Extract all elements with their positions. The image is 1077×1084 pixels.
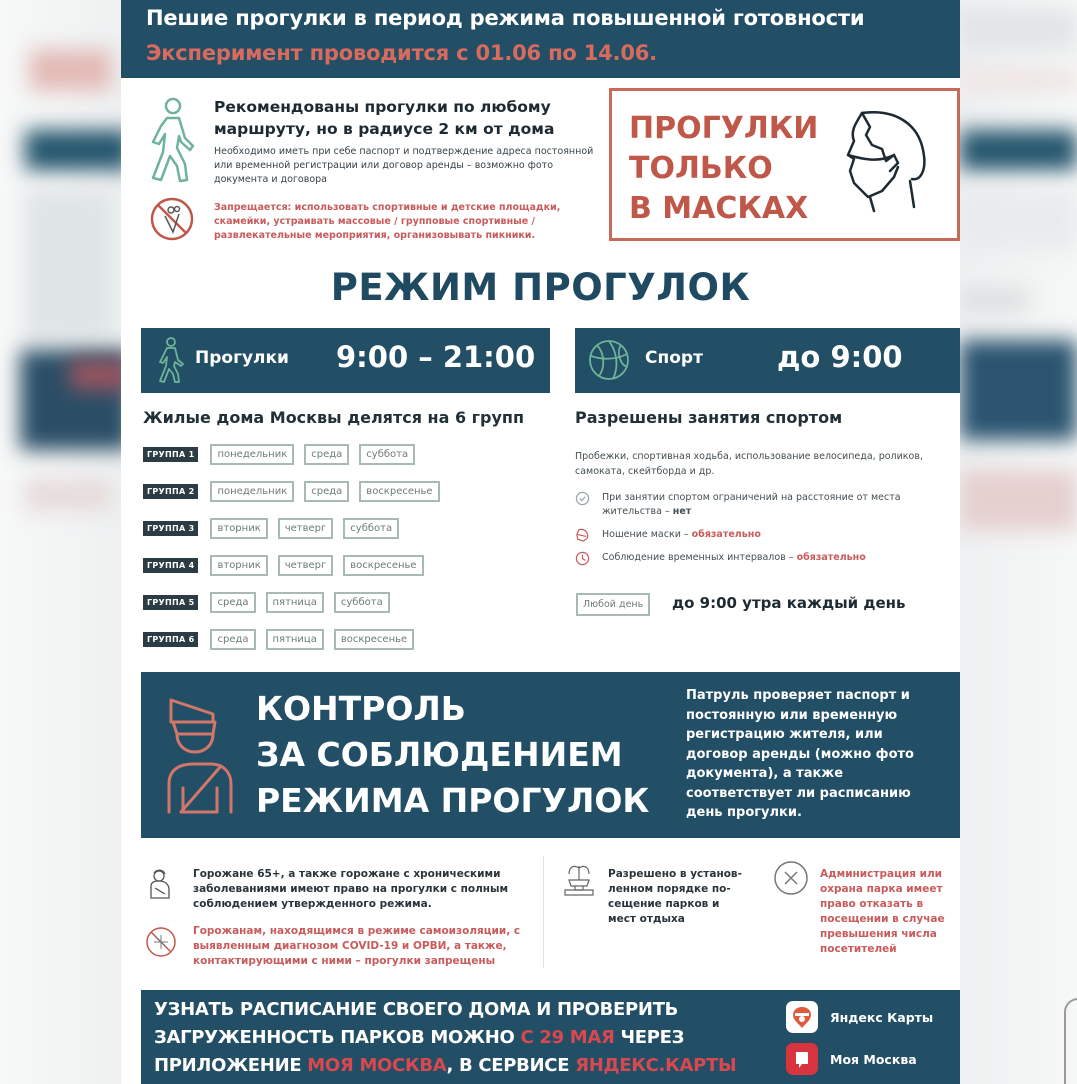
masks-line-3: В МАСКАХ <box>629 191 809 226</box>
masks-notice <box>609 88 960 241</box>
group-badge: ГРУППА 3 <box>143 521 198 536</box>
footer-text-part: ЧЕРЕЗ <box>614 1027 685 1048</box>
footer-date-highlight: С 29 МАЯ <box>520 1027 615 1048</box>
day-chip: вторник <box>210 518 267 539</box>
control-title <box>256 686 649 824</box>
prohibited-text: Запрещается: использовать спортивные и детские площадки, скамейки, устраивать массовые / групповые спортивные / развлекательные мероприятия, организовывать пикники. <box>214 202 561 241</box>
refusal-info: Администрация или охрана парка имеет право отказать в посещении в случае превышения числа посетителей <box>820 868 945 955</box>
day-chip: среда <box>304 444 349 465</box>
sport-rule-emphasis: обязательно <box>691 529 761 540</box>
sport-title: Разрешены занятия спортом <box>575 408 843 427</box>
day-chip: воскресенье <box>334 629 414 650</box>
sport-rule-intervals <box>575 551 955 565</box>
group-row <box>143 552 434 578</box>
recommendation-title: Рекомендованы прогулки по любому маршруту, но в радиусе 2 км от дома <box>214 98 555 138</box>
day-chip: суббота <box>359 444 415 465</box>
group-row <box>143 441 425 467</box>
header-title: Пешие прогулки в период режима повышенной готовности <box>146 6 865 30</box>
check-circle-icon <box>575 491 590 506</box>
sport-rule-emphasis: обязательно <box>796 552 866 563</box>
sport-time: до 9:00 <box>777 340 903 374</box>
sport-rule-text: Соблюдение временных интервалов – <box>602 552 797 563</box>
fountain-icon <box>561 862 597 898</box>
section-divider <box>543 856 544 968</box>
footer-bar <box>141 990 960 1084</box>
control-text: Патруль проверяет паспорт и постоянную или временную регистрацию жителя, или договор аренды (можно фото документа), а также соответствует ли расписанию день прогулки. <box>686 688 914 820</box>
footer-text-part: ПРИЛОЖЕНИЕ <box>154 1055 308 1076</box>
walks-label: Прогулки <box>195 348 289 368</box>
day-chip: пятница <box>266 592 324 613</box>
day-chip: суббота <box>343 518 399 539</box>
app-moya-moskva[interactable] <box>786 1042 917 1076</box>
footer-line-1: УЗНАТЬ РАСПИСАНИЕ СВОЕГО ДОМА И ПРОВЕРИТЬ <box>154 999 679 1020</box>
blurred-background-left <box>0 0 121 1084</box>
group-badge: ГРУППА 2 <box>143 484 198 499</box>
walks-time: 9:00 – 21:00 <box>336 340 536 374</box>
blurred-background-right <box>960 0 1077 1084</box>
mode-title: РЕЖИМ ПРОГУЛОК <box>330 266 751 309</box>
day-chip: вторник <box>210 555 267 576</box>
seniors-info: Горожане 65+, а также горожане с хроническими заболеваниями имеют право на прогулки с полным соблюдением утвержденного режима. <box>193 868 509 910</box>
group-row <box>143 589 400 615</box>
parks-info: Разрешено в установ-ленном порядке по-сещение парков и мест отдыха <box>608 868 742 925</box>
sport-rule-mask <box>575 528 955 542</box>
footer-text-part: , В СЕРВИСЕ <box>446 1055 576 1076</box>
app-yandex-maps[interactable] <box>786 1000 933 1034</box>
screen-corner-frame <box>1064 998 1077 1084</box>
header-bar <box>121 0 960 78</box>
group-row <box>143 626 424 652</box>
sport-time-bar <box>575 328 960 393</box>
control-section <box>141 672 960 838</box>
no-picnic-icon <box>149 196 195 242</box>
sport-label: Спорт <box>645 348 703 368</box>
walker-small-icon <box>155 336 185 384</box>
senior-citizen-icon <box>145 868 177 900</box>
day-chip: понедельник <box>210 481 294 502</box>
day-chip: среда <box>210 629 255 650</box>
groups-title: Жилые дома Москвы делятся на 6 групп <box>143 408 525 427</box>
recommendation-text: Необходимо иметь при себе паспорт и подтверждение адреса постоянной или временной регистрации или договор аренды – возможно фото документа и договора <box>214 146 594 185</box>
moya-moskva-label: Моя Москва <box>830 1051 917 1067</box>
sport-description: Пробежки, спортивная ходьба, использование велосипеда, роликов, самоката, скейтборда и др. <box>575 451 923 477</box>
yandex-maps-label: Яндекс Карты <box>830 1009 934 1025</box>
day-chip: воскресенье <box>359 481 439 502</box>
close-circle-icon <box>773 860 809 896</box>
moya-moskva-app-icon <box>786 1043 818 1075</box>
group-badge: ГРУППА 5 <box>143 595 198 610</box>
footer-text-part: ЗАГРУЖЕННОСТЬ ПАРКОВ МОЖНО <box>154 1027 521 1048</box>
day-chip: среда <box>210 592 255 613</box>
patrol-officer-icon <box>161 692 236 822</box>
group-row <box>143 515 409 541</box>
group-row <box>143 478 450 504</box>
day-chip: понедельник <box>210 444 294 465</box>
header-subtitle: Эксперимент проводится с 01.06 по 14.06. <box>146 41 657 65</box>
group-badge: ГРУППА 4 <box>143 558 198 573</box>
poster <box>121 0 960 1084</box>
day-chip: четверг <box>278 555 334 576</box>
footer-line-2 <box>154 1024 774 1052</box>
sport-rule-distance <box>575 491 955 519</box>
basketball-icon <box>587 338 631 382</box>
sport-rule-emphasis: нет <box>672 506 692 517</box>
masked-face-icon <box>842 111 927 221</box>
day-chip: пятница <box>266 629 324 650</box>
yandex-maps-link[interactable]: ЯНДЕКС.КАРТЫ <box>575 1055 737 1076</box>
group-badge: ГРУППА 1 <box>143 447 198 462</box>
mask-icon <box>575 528 590 543</box>
any-day-text: до 9:00 утра каждый день <box>672 594 906 612</box>
control-title-line-2: ЗА СОБЛЮДЕНИЕМ <box>256 735 623 774</box>
sport-rule-text: Ношение маски – <box>602 529 692 540</box>
day-chip: среда <box>304 481 349 502</box>
group-badge: ГРУППА 6 <box>143 632 198 647</box>
footer-line-3 <box>154 1052 774 1080</box>
control-title-line-1: КОНТРОЛЬ <box>256 689 466 728</box>
any-day-chip: Любой день <box>576 593 650 616</box>
isolation-info: Горожанам, находящимся в режиме самоизоляции, с выявленным диагнозом COVID-19 и ОРВИ, а также, контактирующими с ними – прогулки запрещены <box>193 925 521 967</box>
masks-line-2: ТОЛЬКО <box>629 151 773 186</box>
masks-notice-text <box>629 109 839 229</box>
control-title-line-3: РЕЖИМА ПРОГУЛОК <box>256 781 650 820</box>
clock-icon <box>575 551 590 566</box>
moya-moskva-link[interactable]: МОЯ МОСКВА <box>307 1055 447 1076</box>
masks-line-1: ПРОГУЛКИ <box>629 111 819 146</box>
footer-text <box>154 996 774 1080</box>
day-chip: четверг <box>278 518 334 539</box>
walks-time-bar <box>141 328 550 393</box>
day-chip: воскресенье <box>343 555 423 576</box>
yandex-maps-app-icon <box>786 1001 818 1033</box>
sport-rule-text: При занятии спортом ограничений на расстояние от места жительства – <box>602 492 901 517</box>
day-chip: суббота <box>334 592 390 613</box>
no-virus-icon <box>145 926 177 958</box>
walker-icon <box>145 96 197 184</box>
